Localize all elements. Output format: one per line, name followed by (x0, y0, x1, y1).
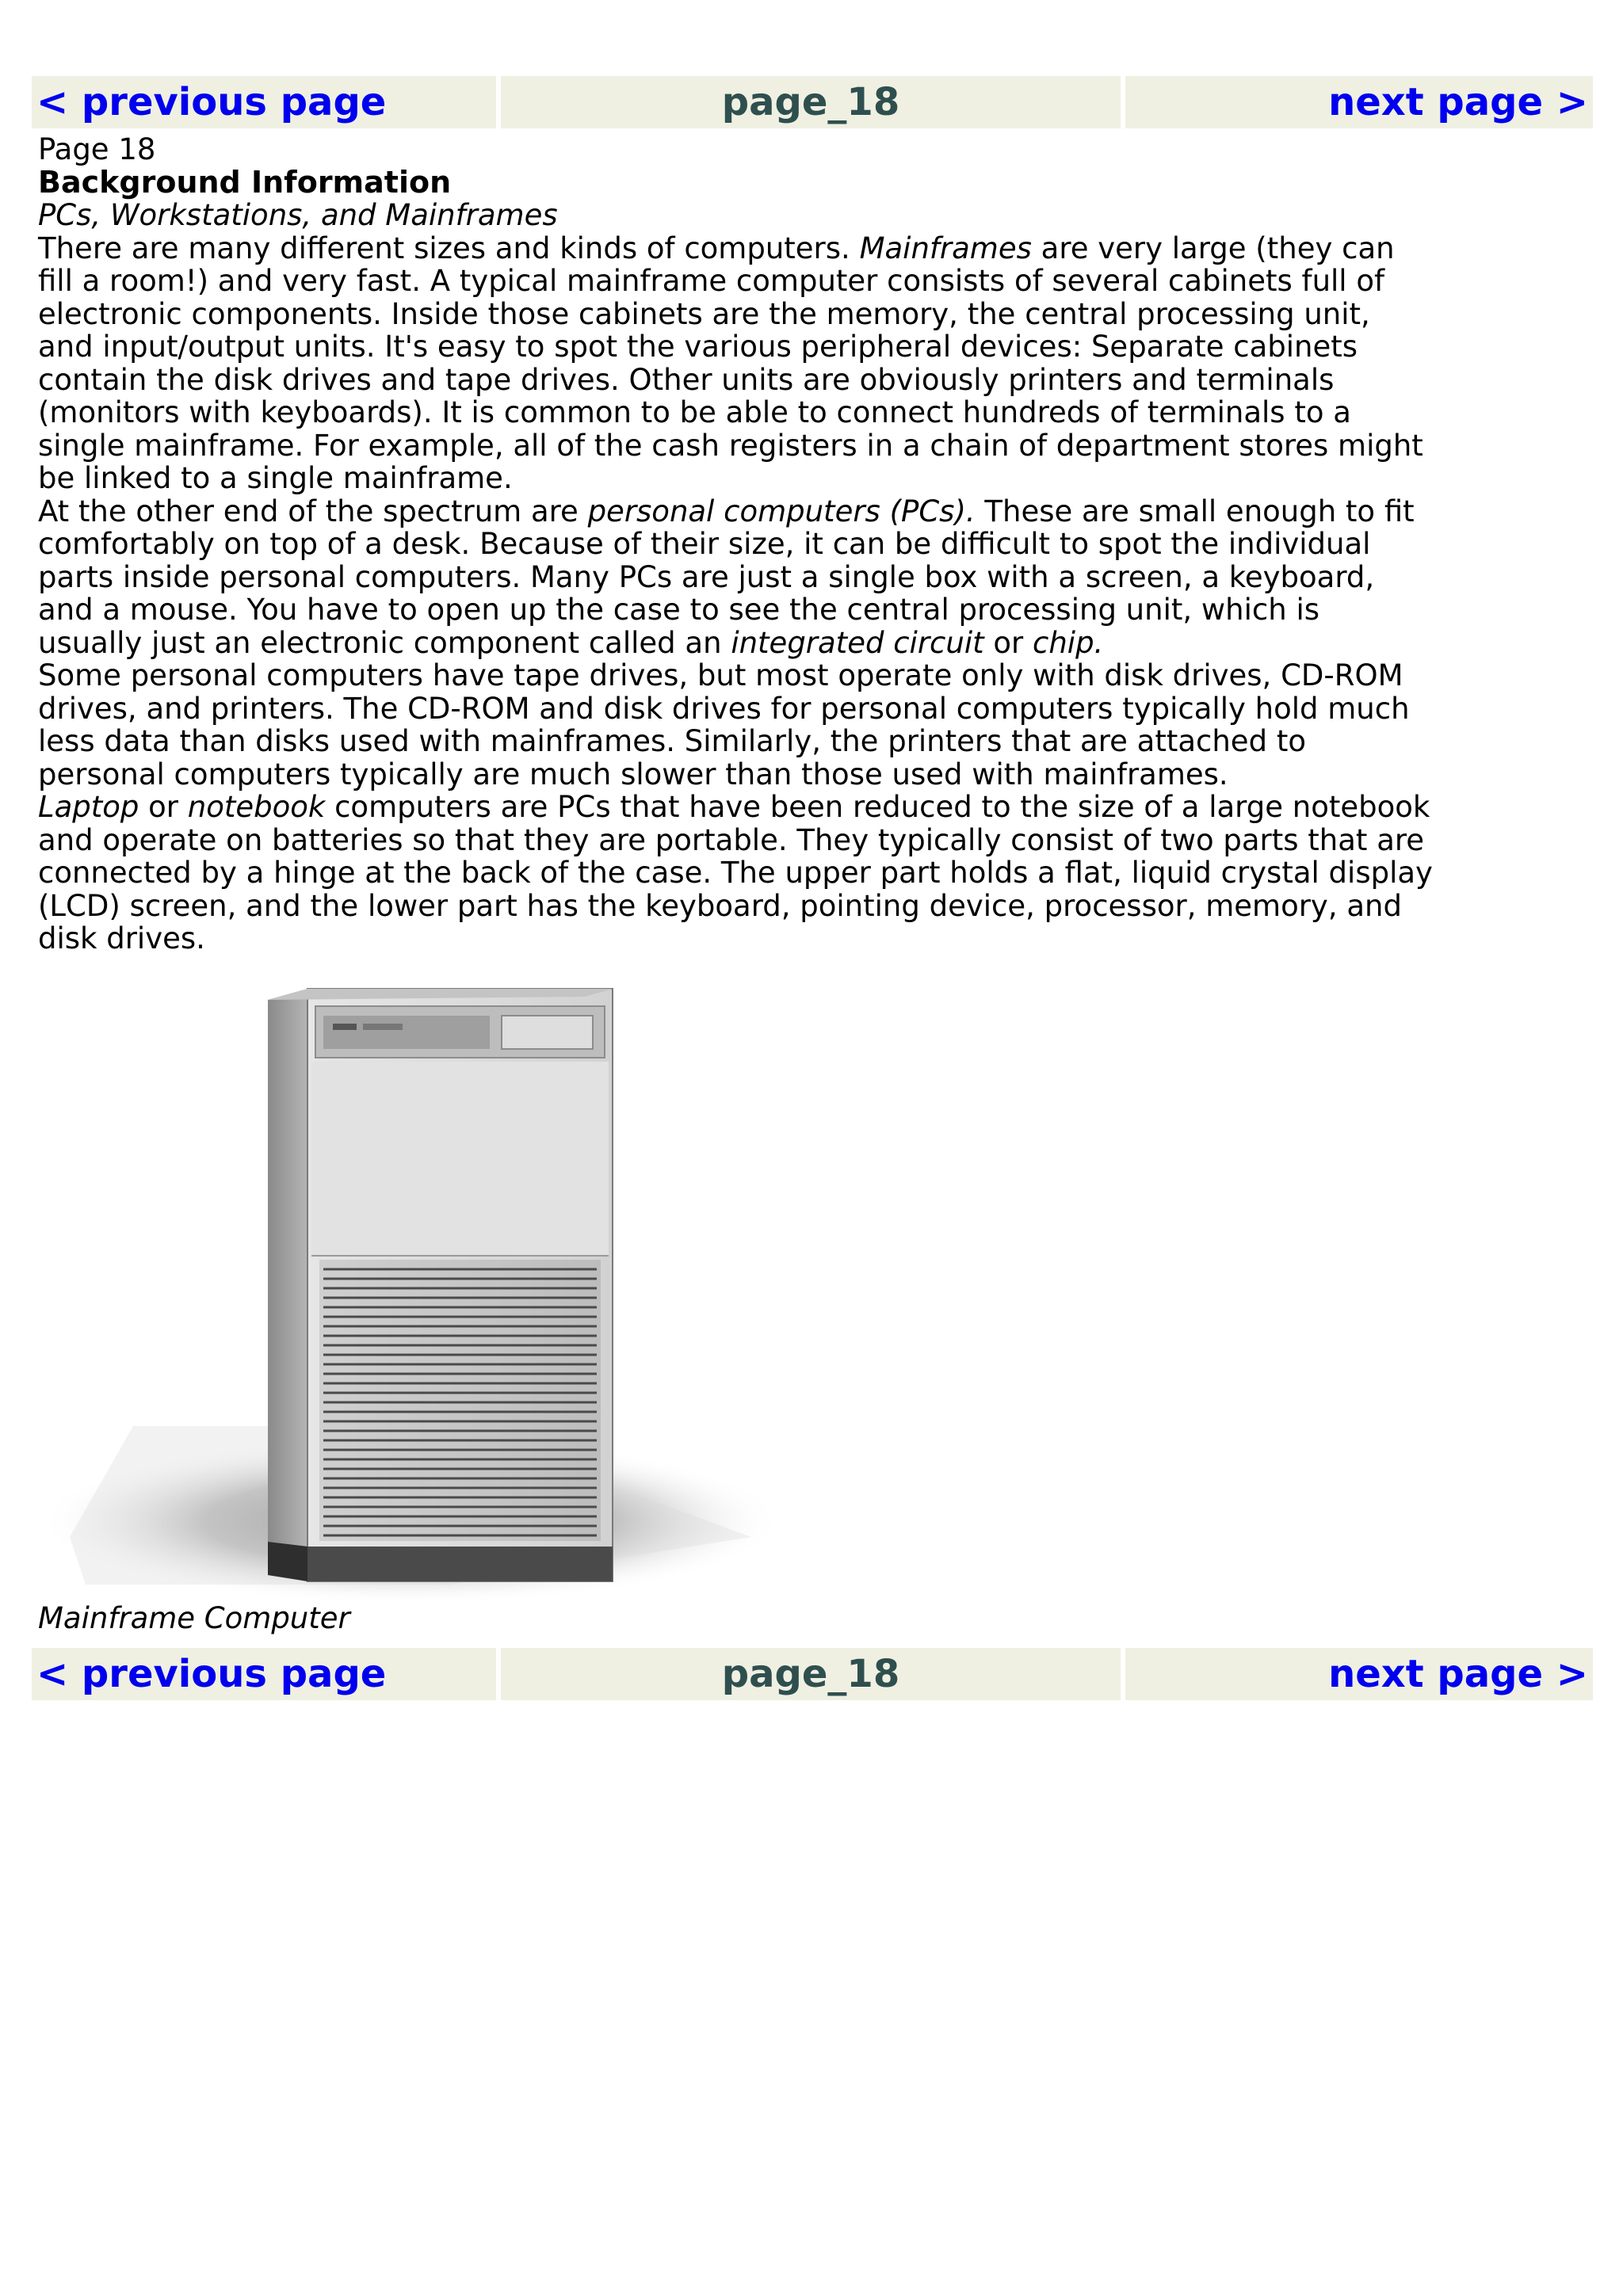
section-subheading: PCs, Workstations, and Mainframes (38, 198, 558, 232)
term-integrated-circuit: integrated circuit (731, 625, 984, 660)
page-label: page_18 (721, 1652, 900, 1696)
paragraph-personal-computers (38, 495, 1433, 660)
page-number: Page 18 (38, 132, 156, 166)
control-slot (502, 1016, 593, 1049)
control-light (363, 1024, 403, 1030)
bottom-navigation-bar (32, 1648, 1593, 1700)
paragraph-pc-peripherals: Some personal computers have tape drives, but most operate only with disk drives, CD-ROM drives, and printers. The CD-ROM and disk drives for personal computers typically hold much less data than disks used with mainframes. Similarly, the printers that are attached to personal computers typically are much slower than those used with mainframes. (38, 658, 1410, 791)
upper-panel (311, 1062, 609, 1256)
control-display (323, 1016, 490, 1049)
text: or (983, 625, 1033, 660)
top-navigation-bar (32, 76, 1593, 128)
text: or (139, 790, 188, 824)
control-light (333, 1024, 357, 1030)
mainframe-computer-image (38, 982, 783, 1600)
term-mainframes: Mainframes (859, 231, 1032, 265)
term-chip: chip. (1033, 625, 1104, 660)
text: computers are PCs that have been reduced to the size of a large notebook and operate on batteries so that they are portable. They typically consist of two parts that are connected by a hinge at the back of the case. The upper part holds a flat, liquid crystal display (LCD) screen, and the lower part has the keyboard, pointing device, processor, memory, and disk drives. (38, 790, 1433, 955)
previous-page-link[interactable]: < previous page (36, 80, 387, 124)
text: are very large (they can fill a room!) and very fast. A typical mainframe computer consists of several cabinets full of electronic components. Inside those cabinets are the memory, the central processing unit, and input/output units. It's easy to spot the various peripheral devices: Separate cabinets contain the disk drives and tape drives. Other units are obviously printers and terminals (monitors with keyboards). It is common to be able to connect hundreds of terminals to a single mainframe. For example, all of the cash registers in a chain of department stores might be linked to a single mainframe. (38, 231, 1423, 495)
next-cell (1125, 76, 1593, 128)
vent-grille (319, 1260, 601, 1541)
next-page-link[interactable]: next page > (1328, 80, 1588, 124)
paragraph-mainframes (38, 232, 1433, 495)
previous-page-link[interactable]: < previous page (36, 1652, 387, 1696)
term-notebook: notebook (187, 790, 326, 824)
next-cell (1125, 1648, 1593, 1700)
term-personal-computers: personal computers (PCs). (587, 494, 976, 528)
text: There are many different sizes and kinds of computers. (38, 231, 860, 265)
text: These are small enough to fit comfortably on top of a desk. Because of their size, it can be difficult to spot the individual parts inside personal computers. Many PCs are just a single box with a screen, a keyboard, and a mouse. You have to open up the case to see the central processing unit, which is usually just an electronic component called an (38, 494, 1415, 660)
figure-caption: Mainframe Computer (38, 1601, 350, 1635)
prev-cell (32, 76, 496, 128)
prev-cell (32, 1648, 496, 1700)
page-label-cell (501, 76, 1121, 128)
term-laptop: Laptop (38, 790, 139, 824)
section-heading: Background Information (38, 164, 452, 200)
cabinet-base-side (268, 1542, 307, 1581)
paragraph-laptops (38, 791, 1433, 955)
cabinet-base (307, 1547, 613, 1581)
next-page-link[interactable]: next page > (1328, 1652, 1588, 1696)
text: At the other end of the spectrum are (38, 494, 588, 528)
page-label: page_18 (721, 80, 900, 124)
page-label-cell (501, 1648, 1121, 1700)
cabinet-side (268, 989, 307, 1581)
page-content (38, 133, 1433, 955)
